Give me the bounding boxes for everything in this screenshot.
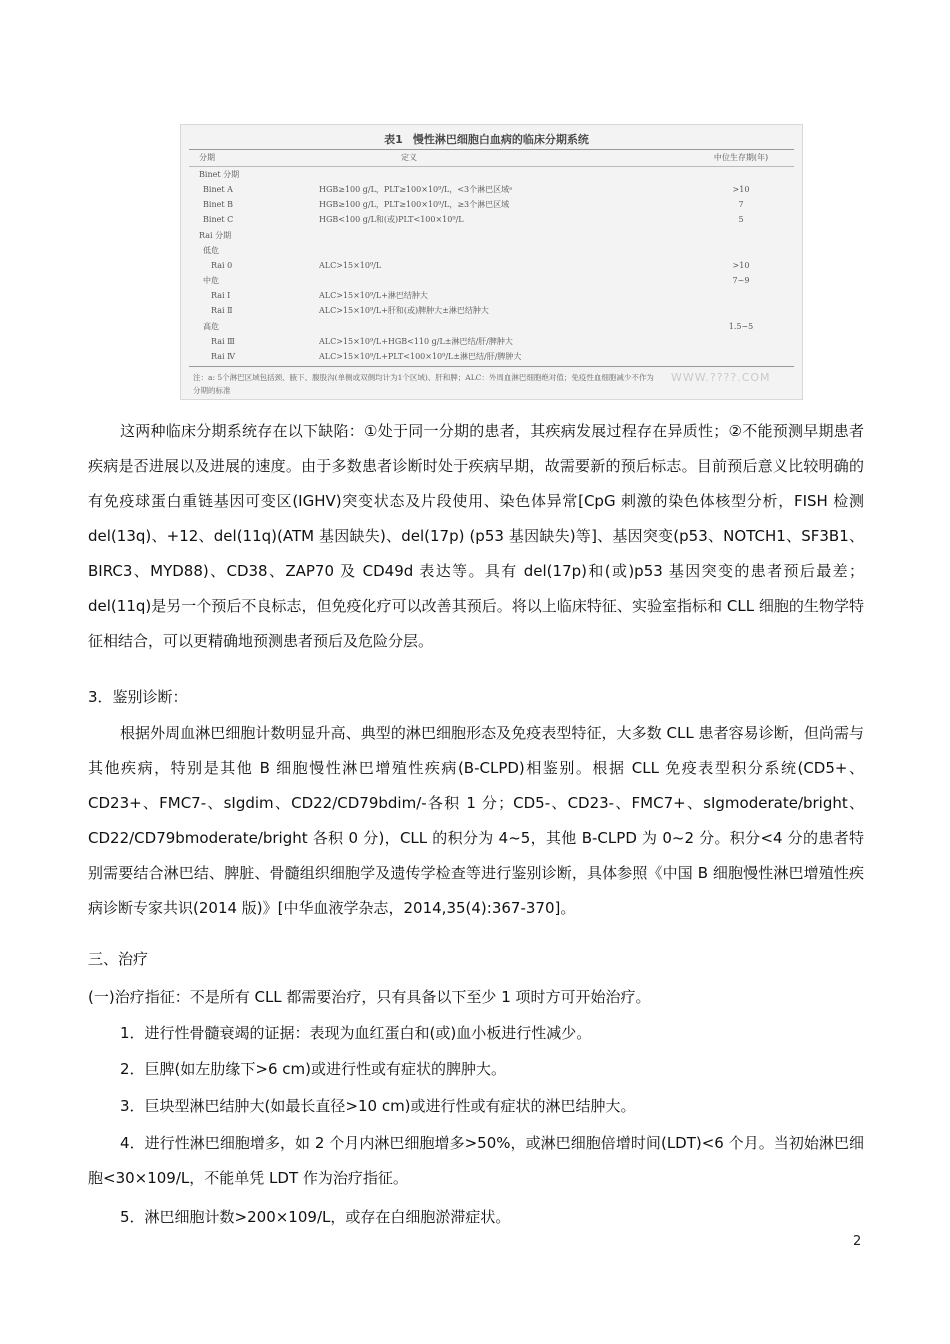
header-survival: 中位生存期(年) <box>713 153 769 162</box>
list-item: 4．进行性淋巴细胞增多，如 2 个月内淋巴细胞增多>50%，或淋巴细胞倍增时间(LDT)<6 个月。当初始淋巴细胞<30×109/L，不能单凭 LDT 作为治疗指征。 <box>88 1134 864 1187</box>
table-caption: 慢性淋巴细胞白血病的临床分期系统 <box>412 133 589 146</box>
list-item: 5．淋巴细胞计数>200×109/L，或存在白细胞淤滞症状。 <box>120 1208 511 1226</box>
header-stage: 分期 <box>199 153 215 162</box>
table-top-rule <box>189 149 794 150</box>
list-item: 3．巨块型淋巴结肿大(如最长直径>10 cm)或进行性或有症状的淋巴结肿大。 <box>120 1097 636 1115</box>
table-header-rule <box>189 166 794 167</box>
page-number: 2 <box>853 1234 862 1249</box>
paragraph-staging-defects: 这两种临床分期系统存在以下缺陷：①处于同一分期的患者，其疾病发展过程存在异质性；②不能预测早期患者疾病是否进展以及进展的速度。由于多数患者诊断时处于疾病早期，故需要新的预后标志。目前预后意义比较明确的有免疫球蛋白重链基因可变区(IGHV)突变状态及片段使用、染色体异常[CpG 刺激的染色体核型分析，FISH 检测 del(13q)、+12、del(11q)(ATM 基因缺失)、del(17p) (p53 基因缺失)等]、基因突变(p53、NOTCH1、SF3B1、BIRC3、MYD88)、CD38、ZAP70 及 CD49d 表达等。具有 del(17p)和(或)p53 基因突变的患者预后最差；del(11q)是另一个预后不良标志，但免疫化疗可以改善其预后。将以上临床特征、实验室指标和 CLL 细胞的生物学特征相结合，可以更精确地预测患者预后及危险分层。 <box>88 422 864 650</box>
list-item: 2．巨脾(如左肋缘下>6 cm)或进行性或有症状的脾肿大。 <box>120 1060 506 1078</box>
table-footnote: 注：a: 5个淋巴区域包括颈、腋下、腹股沟(单侧或双侧均计为1个区域)、肝和脾；ALC：外周血淋巴细胞绝对值；免疫性血细胞减少不作为 分期的标准 <box>193 373 654 395</box>
paragraph-differential-diagnosis: 根据外周血淋巴细胞计数明显升高、典型的淋巴细胞形态及免疫表型特征，大多数 CLL 患者容易诊断，但尚需与其他疾病，特别是其他 B 细胞慢性淋巴增殖性疾病(B-CLPD)相鉴别。根据 CLL 免疫表型积分系统(CD5+、CD23+、FMC7-、sIgdim、CD22/CD79bdim/-各积 1 分；CD5-、CD23-、FMC7+、sIgmoderate/bright、CD22/CD79bmoderate/bright 各积 0 分)，CLL 的积分为 4~5，其他 B-CLPD 为 0~2 分。积分<4 分的患者特别需要结合淋巴结、脾脏、骨髓组织细胞学及遗传学检查等进行鉴别诊断，具体参照《中国 B 细胞慢性淋巴增殖性疾病诊断专家共识(2014 版)》[中华血液学杂志，2014,35(4):367-370]。 <box>88 724 864 917</box>
staging-table-figure: 表1 慢性淋巴细胞白血病的临床分期系统 分期 定义 中位生存期(年) Binet 分期 Binet A HGB≥100 g/L，PLT≥100×10⁹/L，<3个淋巴区域ᵃ >10 Binet B HGB≥100 g/L，PLT≥100×10⁹/L，≥3个淋巴区域 7 Binet C HGB<100 g/L和(或)PLT<100×10⁹/L 5 Rai 分期 低危 Rai 0 ALC>15×10⁹/L >10 中危 7~9 Rai Ⅰ ALC>15×10⁹/L+淋巴结肿大 Rai Ⅱ ALC>15×10⁹/L+肝和(或)脾肿大±淋巴结肿大 高危 1.5~5 Rai Ⅲ ALC>15×10⁹/L+HGB<110 g/L±淋巴结/肝/脾肿大 Rai Ⅳ ALC>15×10⁹/L+PLT<100×10⁹/L±淋巴结/肝/脾肿大 注：a: 5个淋巴区域包括颈、腋下、腹股沟(单侧或双侧均计为1个区域)、肝和脾；ALC：外周血淋巴细胞绝对值；免疫性血细胞减少不作为 分期的标准 WWW.????.COM <box>180 124 803 400</box>
table-title <box>181 131 802 147</box>
table-bottom-rule <box>189 366 794 367</box>
watermark: WWW.????.COM <box>671 371 771 384</box>
header-definition: 定义 <box>401 153 417 162</box>
table-label: 表1 <box>384 133 403 146</box>
list-item: 1．进行性骨髓衰竭的证据：表现为血红蛋白和(或)血小板进行性减少。 <box>120 1024 592 1042</box>
heading-differential-diagnosis: 3．鉴别诊断： <box>88 688 188 706</box>
subheading-treatment-indications: (一)治疗指征：不是所有 CLL 都需要治疗，只有具备以下至少 1 项时方可开始治疗。 <box>88 988 651 1006</box>
section-heading-treatment: 三、治疗 <box>88 950 149 968</box>
